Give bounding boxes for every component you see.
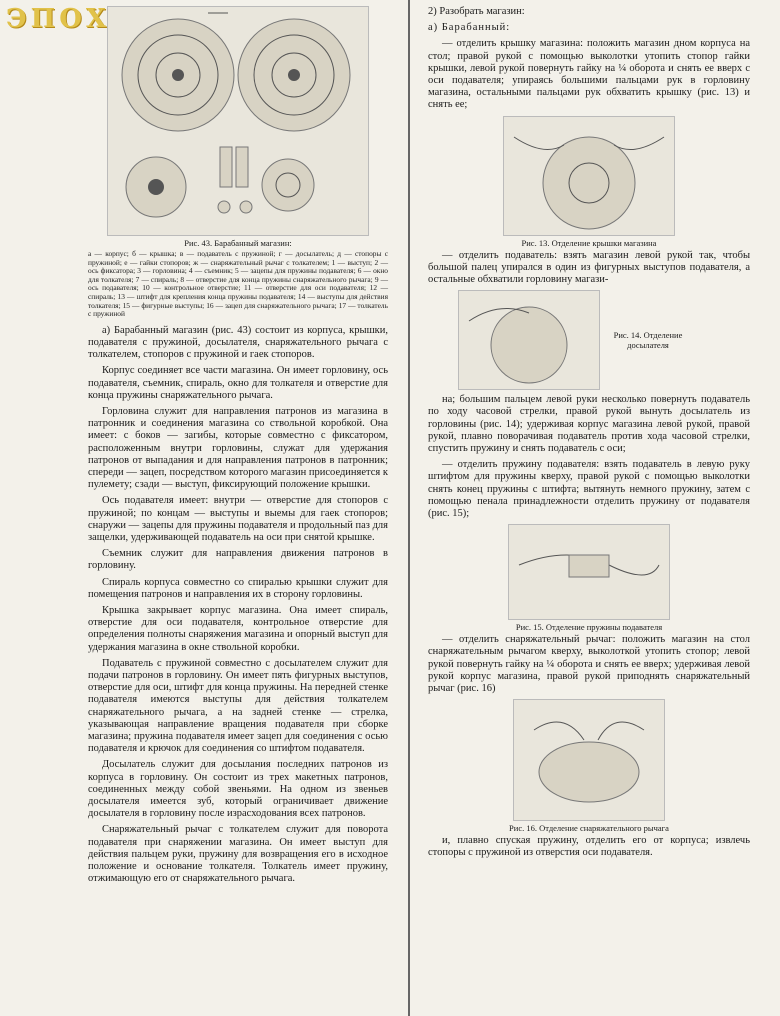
paragraph-drum-magazine: а) Барабанный магазин (рис. 43) состоит из корпуса, крышки, подавателя с пружиной, досылателя, снаряжательного рычага с толкателем, стопоров с пружиной и гаек стопоров. <box>88 324 388 361</box>
figure-43-legend: а — корпус; б — крышка; в — подаватель с пружиной; г — досылатель; д — стопоры с пружиной; е — гайки стопоров; ж — снаряжательный рычаг с толкателем; 1 — выступ; 2 — ось фиксатора; 3 — горловина; 4 — съемник; 5 — зацепы для пружины подавателя; 6 — окно для толкателя; 7 — спираль; 8 — отверстие для конца пружины снаряжательного рычага; 9 — ось подавателя; 10 — контрольное отверстие; 11 — отверстие для оси подавателя; 12 — спираль; 13 — штифт для крепления конца пружины подавателя; 14 — выступы для действия толкателя; 15 — фигурные выступы; 16 — зацеп для снаряжательного рычага; 17 — толкатель с пружиной <box>88 249 388 319</box>
section-heading: 2) Разобрать магазин: <box>428 6 525 17</box>
section-subheading: а) Барабанный: <box>428 22 511 34</box>
paragraph-remove-cover: — отделить крышку магазина: положить магазин дном корпуса на стол; правой рукой с помощью выколотки утопить стопор гайки крышки, левой рукой повернуть гайку на ¼ оборота и снять ее вверх с оси подавателя; упираясь большими пальцами рук в горловину магазина, остальными пальцами рук обхватить крышку (рис. 13) и снять ее; <box>428 38 750 111</box>
paragraph-axis: Ось подавателя имеет: внутри — отверстие для стопоров с пружиной; по концам — выступы и выемы для гаек стопоров; снаружи — зацепы для пружины подавателя и продольный паз для защелки, удерживающей подаватель на оси при снятой крышке. <box>88 495 388 543</box>
figure-13-caption: Рис. 13. Отделение крышки магазина <box>521 237 657 248</box>
right-column <box>428 6 750 864</box>
paragraph-remover: Съемник служит для направления движения патронов в горловину. <box>88 548 388 572</box>
paragraph-mouth: Горловина служит для направления патронов из магазина в патронник и соединения магазина со ствольной коробкой. Она имеет: с боков — загибы, которые совместно с фиксатором, расположенным внутри горловины, служат для удержания патронов от выпадания и для направления патронов в патронник; спереди — зацеп, посредством которого магазин присоединяется к пулемету; сзади — выступ, фиксирующий положение крышки. <box>88 405 388 491</box>
watermark-logo: ЭПОХА <box>6 4 136 34</box>
figure-43-drum-magazine <box>107 6 369 236</box>
figure-15-photo <box>508 524 670 620</box>
figure-15-caption: Рис. 15. Отделение пружины подавателя <box>515 622 663 633</box>
paragraph-lever: Снаряжательный рычаг с толкателем служит для поворота подавателя при снаряжении магазина. Он имеет выступ для действия пальцем руки, пружину для возвращения его в исходное положение и основание толкателя. Толкатель имеет пружину, отжимающую его от снаряжательного рычага. <box>88 824 388 885</box>
paragraph-remove-feeder: — отделить подаватель: взять магазин левой рукой так, чтобы большой палец упирался в один из фигурных выступов подавателя, а остальные обхватили горловину магази- <box>428 249 750 286</box>
column-divider <box>408 0 410 1016</box>
figure-43-caption: Рис. 43. Барабанный магазин: <box>184 238 292 248</box>
figure-14-photo <box>458 290 600 390</box>
left-column <box>88 6 388 889</box>
paragraph-body: Корпус соединяет все части магазина. Он имеет горловину, ось подавателя, съемник, спираль, окно для толкателя и отверстие для конца пружины снаряжательного рычага. <box>88 365 388 401</box>
figure-14-block <box>458 290 750 390</box>
paragraph-feeder: Подаватель с пружиной совместно с досылателем служит для подачи патронов в горловину. Он имеет пять фигурных выступов, отверстие для оси, штифт для конца пружины. На передней стенке подавателя имеются выступы для действия толкателем снаряжательного рычага, а на задней стенке — стрелка, указывающая направление вращения подавателя при сборке магазина; пружина подавателя имеет зацеп для соединения с осью подавателя и крючок для соединения со штифтом подавателя. <box>88 657 388 755</box>
paragraph-cover: Крышка закрывает корпус магазина. Она имеет спираль, отверстие для оси подавателя, контрольное отверстие для определения полноты снаряжения магазина и опорный выступ для удержания магазина в окне ствольной коробки. <box>88 605 388 653</box>
figure-16-photo <box>513 699 665 821</box>
figure-16-caption: Рис. 16. Отделение снаряжательного рычага <box>509 823 669 834</box>
paragraph-spiral: Спираль корпуса совместно со спиралью крышки служит для помещения патронов и направления их в сторону горловины. <box>88 576 388 600</box>
paragraph-remove-lever: — отделить снаряжательный рычаг: положить магазин на стол снаряжательным рычагом кверху, выколоткой утопить стопор; левой рукой повернуть гайку на ¼ оборота и снять ее вверх; удерживая левой рукой корпус магазина, правой рукой приподнять снаряжательный рычаг (рис. 16) <box>428 634 750 695</box>
paragraph-remove-spring: — отделить пружину подавателя: взять подаватель в левую руку штифтом для пружины кверху, правой рукой с помощью выколотки снять конец пружины с штифта; вытянуть немного пружину, затем с помощью пенала принадлежности отделить пружину от подавателя (рис. 15); <box>428 459 750 520</box>
paragraph-end: и, плавно спуская пружину, отделить его от корпуса; извлечь стопоры с пружиной из отверстия оси подавателя. <box>428 835 750 859</box>
figure-13-photo <box>503 116 675 236</box>
paragraph-remove-feeder-cont: на; большим пальцем левой руки несколько повернуть подаватель по ходу часовой стрелки, правой рукой вынуть досылатель из горловины (рис. 14); удерживая корпус магазина левой рукой, правой рукой, плавно поворачивая подаватель против хода часовой стрелки, спустить пружину и снять подаватель с оси; <box>428 394 750 455</box>
figure-14-caption: Рис. 14. Отделение досылателя <box>613 330 683 351</box>
paragraph-pusher: Досылатель служит для досылания последних патронов из корпуса в горловину. Он состоит из трех макетных патронов, соединенных между собой звеньями. На одном из звеньев досылателя имеется зуб, который ограничивает движение досылателя в горловину после израсходования всех патронов. <box>88 759 388 820</box>
